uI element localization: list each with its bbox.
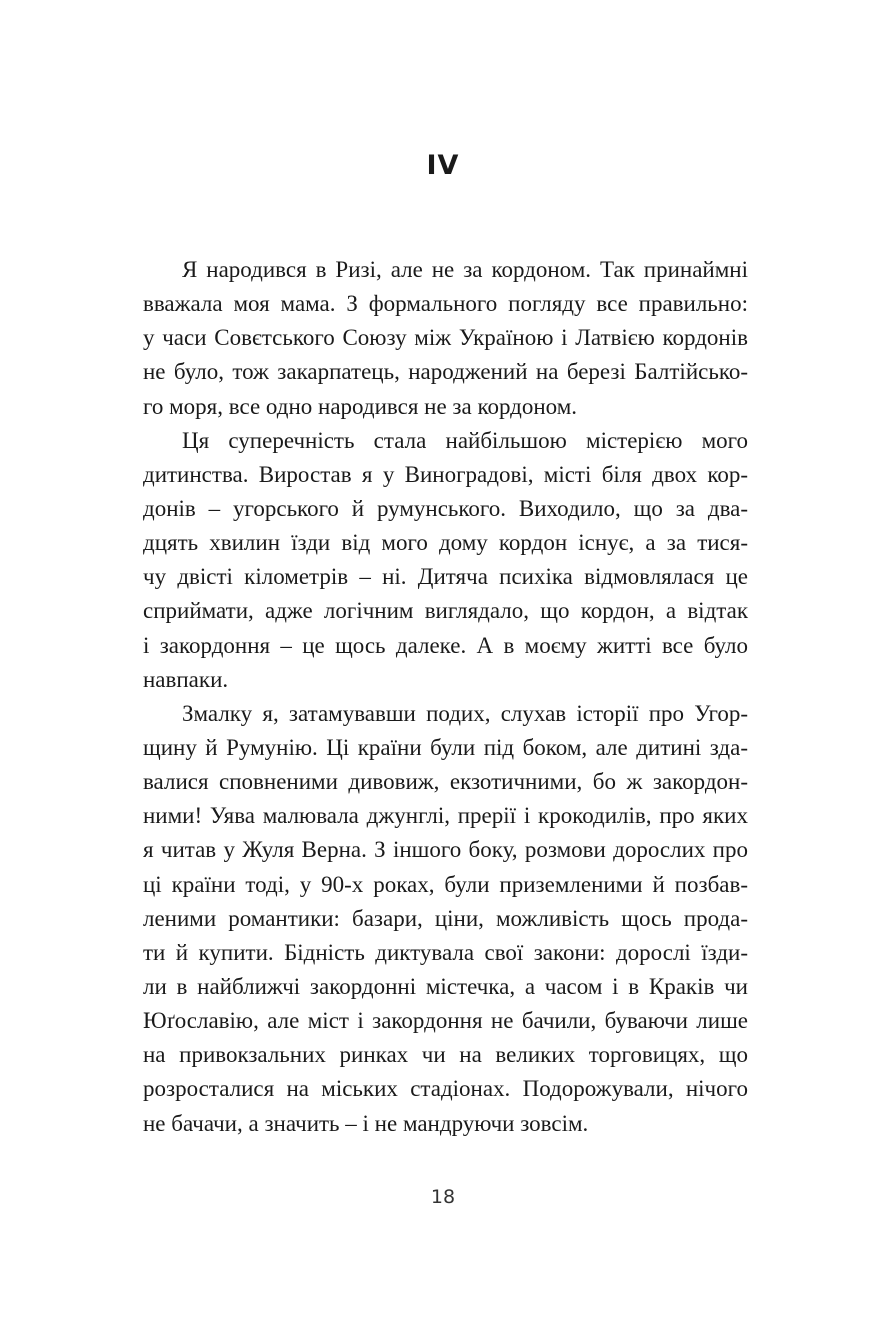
text-line: Змалку я, затамувавши подих, слухав історії про Угор- [182,700,748,726]
chapter-title: IV [426,150,460,181]
text-line: щину й Румунію. Ці країни були під боком, але дитині зда- [143,734,748,760]
text-line: дцять хвилин їзди від мого дому кордон існує, а за тися- [143,530,748,556]
text-line: вважала моя мама. З формального погляду все правильно: [143,291,748,317]
text-line: ли в найближчі закордонні містечка, а часом і в Краків чи [143,973,748,999]
text-line: і закордоння – це щось далеке. А в моєму житті все було [143,632,748,658]
text-line: леними романтики: базари, ціни, можливість щось прода- [143,905,748,931]
paragraph [143,424,748,697]
text-line: дитинства. Виростав я у Виноградові, місті біля двох кор- [143,461,748,487]
text-line: у часи Совєтського Союзу між Україною і Латвією кордонів [143,325,748,351]
text-line: ними! Уява малювала джунглі, прерії і крокодилів, про яких [143,803,748,829]
text-line: чу двісті кілометрів – ні. Дитяча психіка відмовлялася це [143,564,748,590]
paragraph [143,697,748,1141]
text-line: Ця суперечність стала найбільшою містерією мого [182,427,748,453]
text-line: навпаки. [143,666,229,692]
text-line: не бачачи, а значить – і не мандруючи зовсім. [143,1110,589,1136]
text-line: розросталися на міських стадіонах. Подорожували, нічого [143,1076,748,1102]
text-line: Я народився в Ризі, але не за кордоном. Так принаймні [182,257,748,282]
page-number: 18 [430,1186,456,1208]
text-line: ти й купити. Бідність диктувала свої закони: дорослі їзди- [143,939,748,965]
text-line: я читав у Жуля Верна. З іншого боку, розмови дорослих про [143,837,748,863]
text-line: на привокзальних ринках чи на великих торговицях, що [143,1042,748,1068]
text-line: ці країни тоді, у 90-х роках, були приземленими й позбав- [143,871,748,897]
text-line: не було, тож закарпатець, народжений на березі Балтійсько- [143,359,748,385]
text-line: сприймати, адже логічним виглядало, що кордон, а відтак [143,598,748,624]
text-line: донів – угорського й румунського. Виходило, що за два- [143,495,748,521]
body-text [143,253,748,1141]
text-line: Юґославію, але міст і закордоння не бачили, буваючи лише [143,1008,748,1034]
paragraph [143,253,748,424]
text-line: валися сповненими дивовиж, екзотичними, бо ж закордон- [143,769,748,795]
text-line: го моря, все одно народився не за кордоном. [143,393,578,419]
